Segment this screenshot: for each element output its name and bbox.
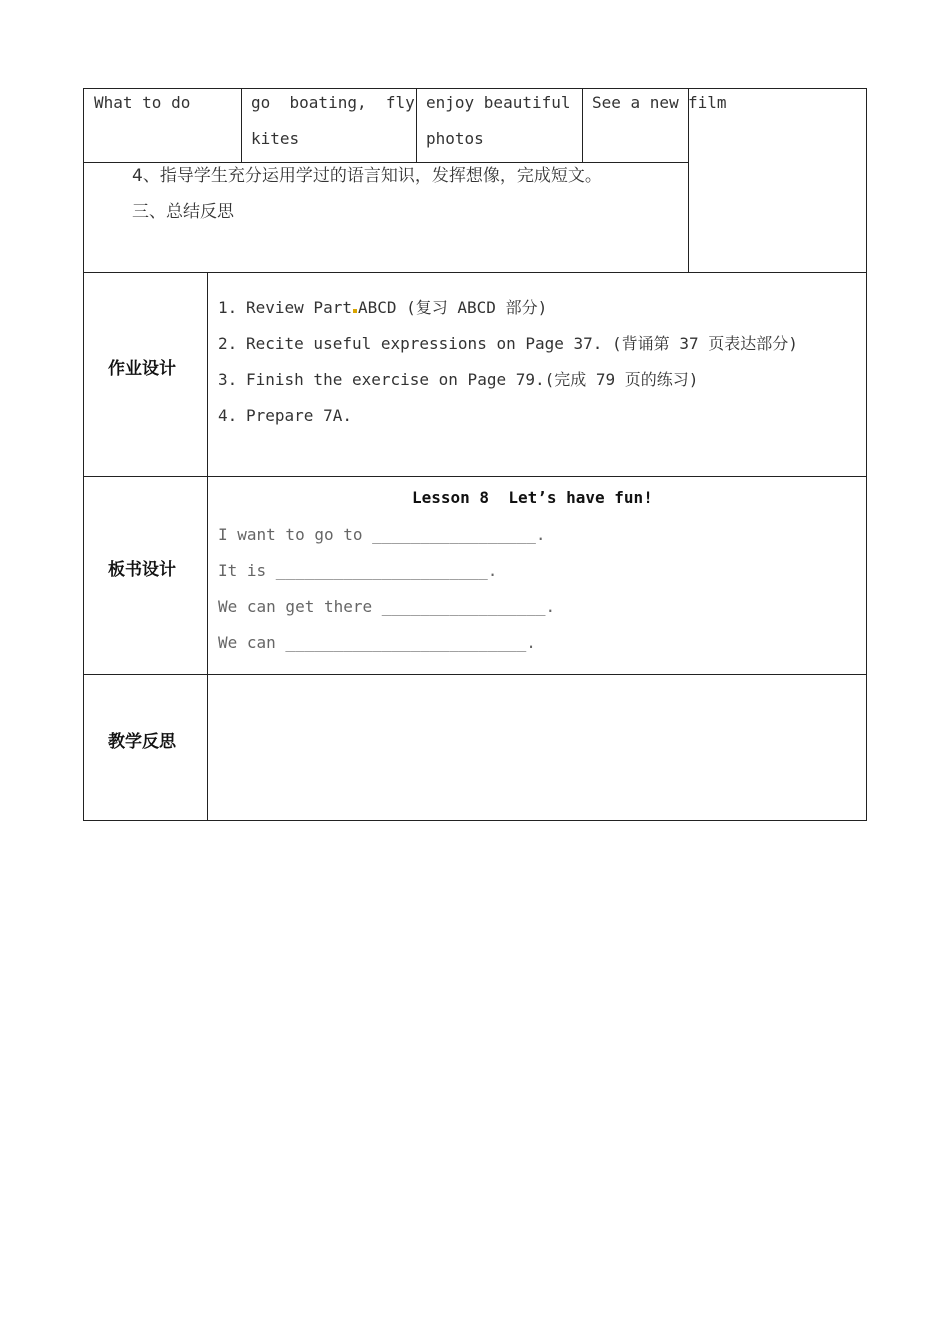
board-design-label: 板书设计 (108, 560, 176, 580)
activity-film-text: See a new (592, 93, 679, 112)
activity-film-overflow: film (688, 93, 727, 112)
homework-item-3: Finish the exercise on Page 79.(完成 79 页的练习) (246, 370, 699, 389)
homework-item-2: Recite useful expressions on Page 37. (背诵第 37 页表达部分) (246, 334, 798, 353)
homework-label-divider (207, 272, 208, 477)
homework-item-4-number: 4. (218, 406, 238, 425)
activity-photos-line1: enjoy beautiful (426, 93, 571, 112)
process-step-summary: 三、总结反思 (132, 202, 234, 222)
board-title: Lesson 8 Let’s have fun! (412, 488, 653, 507)
homework-item-1 (246, 298, 547, 318)
inner-table-divider-1 (241, 88, 242, 163)
board-line-1: I want to go to _________________. (218, 525, 546, 544)
homework-item-2-number: 2. (218, 334, 238, 353)
activity-boating-line1: go boating, fly (251, 93, 415, 112)
highlight-mark (353, 309, 357, 313)
homework-item-1-number: 1. (218, 298, 238, 317)
reflection-label-divider (207, 674, 208, 821)
homework-item-3-number: 3. (218, 370, 238, 389)
inner-table-divider-2 (416, 88, 417, 163)
homework-label: 作业设计 (108, 359, 176, 379)
inner-table-divider-3 (582, 88, 583, 163)
board-line-2: It is ______________________. (218, 561, 498, 580)
activity-boating-line2: kites (251, 129, 300, 148)
board-label-divider (207, 476, 208, 675)
reflection-row (83, 674, 867, 821)
inner-table-bottom-border (83, 162, 689, 163)
homework-item-1-text-b: ABCD (复习 ABCD 部分) (357, 298, 548, 317)
homework-item-1-text-a: Review Part (246, 298, 352, 317)
reflection-label: 教学反思 (108, 732, 176, 752)
what-to-do-label: What to do (94, 93, 191, 112)
board-line-4: We can _________________________. (218, 633, 536, 652)
process-step-4: 4、指导学生充分运用学过的语言知识，发挥想像，完成短文。 (132, 166, 602, 186)
board-line-3: We can get there _________________. (218, 597, 556, 616)
activity-photos-line2: photos (426, 129, 484, 148)
homework-item-4: Prepare 7A. (246, 406, 352, 425)
right-column-divider (688, 88, 689, 273)
